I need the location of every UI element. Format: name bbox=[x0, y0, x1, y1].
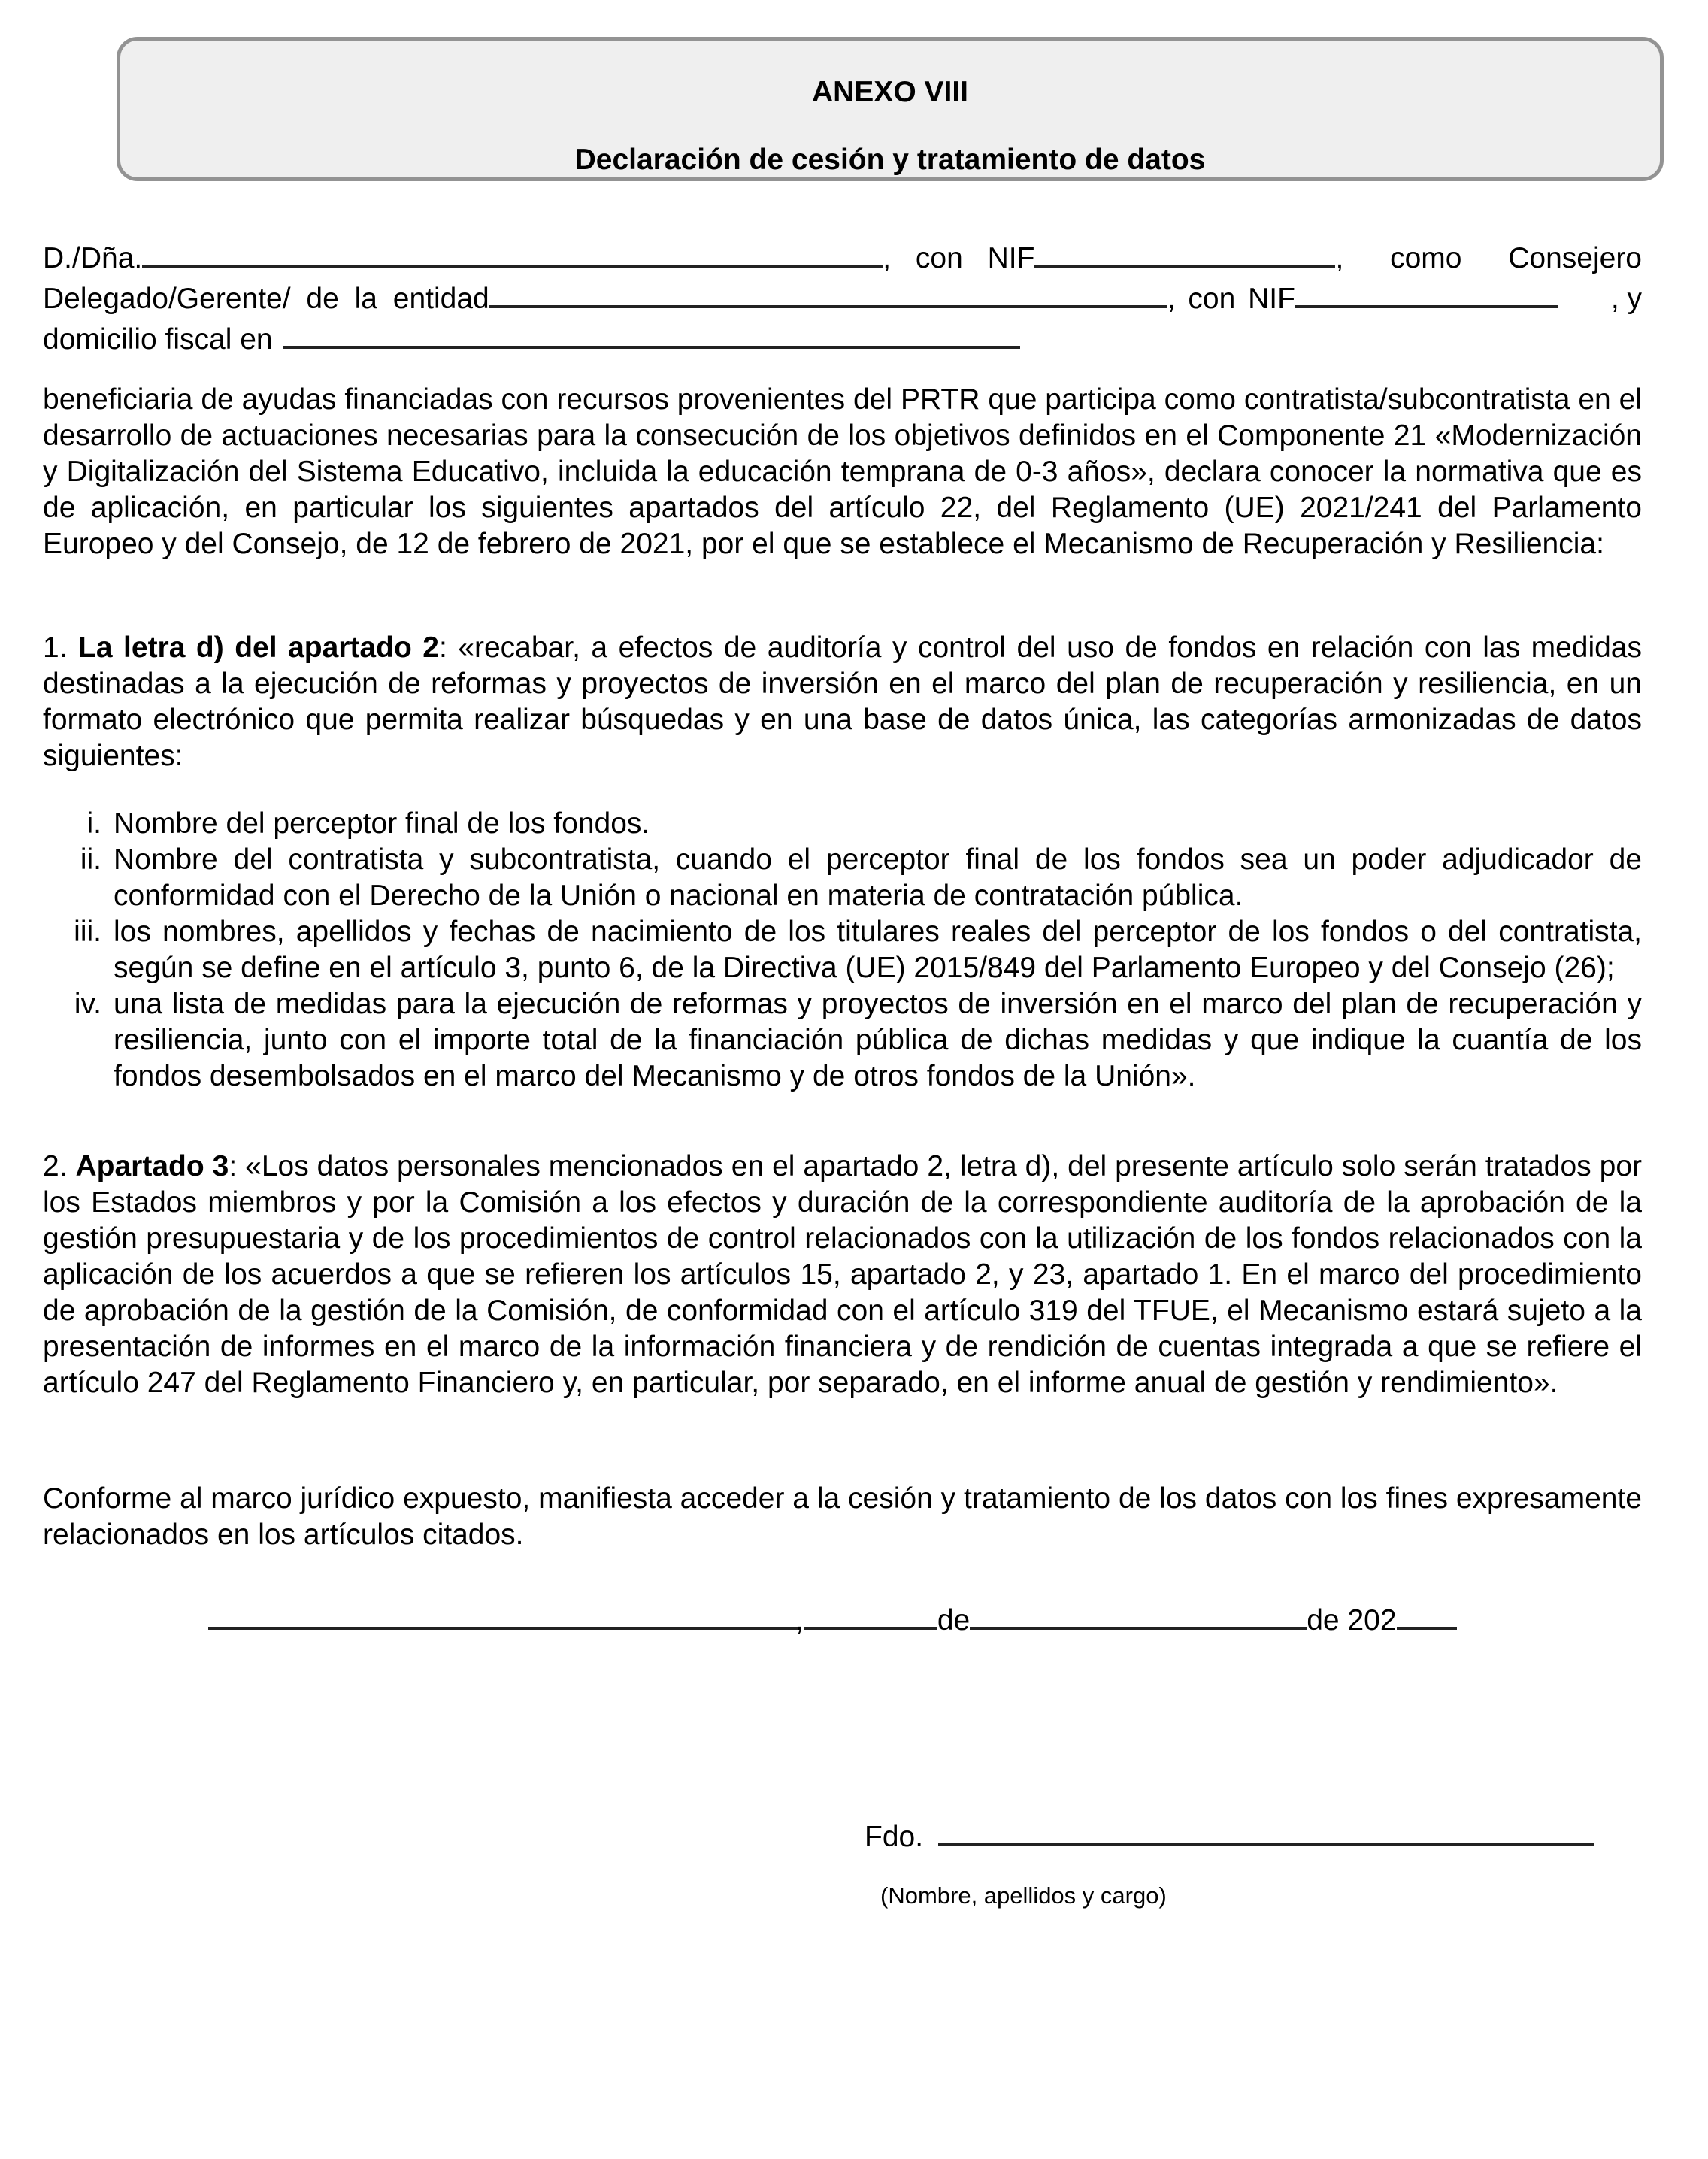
list-item-text: Nombre del contratista y subcontratista, cuando el perceptor final de los fondos sea un poder adjudicador de conformidad con el Derecho de la Unión o nacional en materia de contratación pública. bbox=[114, 843, 1642, 912]
nif-entity-field[interactable] bbox=[1295, 280, 1558, 308]
closing-paragraph: Conforme al marco jurídico expuesto, manifiesta acceder a la cesión y tratamiento de los datos con los fines expresamente relacionados en los artículos citados. bbox=[43, 1482, 1642, 1551]
month-field[interactable] bbox=[970, 1601, 1307, 1630]
annex-header bbox=[117, 37, 1664, 181]
year-field[interactable] bbox=[1397, 1601, 1457, 1630]
annex-title: ANEXO VIII bbox=[811, 76, 969, 108]
nif-person-field[interactable] bbox=[1034, 239, 1335, 268]
name-field[interactable] bbox=[142, 239, 883, 268]
de-label-1: de bbox=[937, 1604, 971, 1637]
point-2-number: 2. bbox=[43, 1150, 68, 1182]
and-label: , y bbox=[1610, 283, 1642, 315]
entity-field[interactable] bbox=[489, 280, 1167, 308]
signature-caption: (Nombre, apellidos y cargo) bbox=[880, 1882, 1167, 1909]
list-item bbox=[43, 806, 1642, 842]
list-item-number: iv. bbox=[74, 988, 101, 1020]
place-field[interactable] bbox=[208, 1601, 798, 1630]
list-item-number: iii. bbox=[74, 916, 101, 948]
fiscal-address-field[interactable] bbox=[283, 320, 1020, 349]
point-2-heading: Apartado 3 bbox=[75, 1150, 229, 1182]
point-1-heading: La letra d) del apartado 2 bbox=[78, 631, 439, 664]
point-1-number: 1. bbox=[43, 631, 68, 664]
signature-label: Fdo. bbox=[865, 1821, 924, 1853]
annex-subtitle: Declaración de cesión y tratamiento de datos bbox=[574, 144, 1206, 176]
intro-line-3 bbox=[43, 320, 1642, 358]
intro-line-1 bbox=[43, 239, 1642, 277]
list-item bbox=[43, 914, 1642, 986]
intro-paragraph: beneficiaria de ayudas financiadas con recursos provenientes del PRTR que participa como contratista/subcontratista en el desarrollo de actuaciones necesarias para la consecución de los objetivos definidos en el Componente 21 «Modernización y Digitalización del Sistema Educativo, incluida la educación temprana de 0-3 años», declara conocer la normativa que es de aplicación, en particular los siguientes apartados del artículo 22, del Reglamento (UE) 2021/241 del Parlamento Europeo y del Consejo, de 12 de febrero de 2021, por el que se establece el Mecanismo de Recuperación y Resiliencia: bbox=[43, 383, 1642, 560]
signature-field[interactable] bbox=[938, 1818, 1594, 1846]
point-2-text: : «Los datos personales mencionados en el apartado 2, letra d), del presente artículo solo serán tratados por los Estados miembros y por la Comisión a los efectos y duración de la correspondiente auditoría de la aprobación de la gestión presupuestaria y de los procedimientos de control relacionados con la utilización de los fondos relacionados con la aplicación de los acuerdos a que se refieren los artículos 15, apartado 2, y 23, apartado 1. En el marco del procedimiento de aprobación de la gestión de la Comisión, de conformidad con el artículo 319 del TFUE, el Mecanismo estará sujeto a la presentación de informes en el marco de la información financiera y de rendición de cuentas integrada a que se refiere el artículo 247 del Reglamento Financiero y, en particular, por separado, en el informe anual de gestión y rendimiento». bbox=[43, 1150, 1643, 1399]
de-label-2: de 202 bbox=[1307, 1604, 1397, 1637]
list-item-text: Nombre del perceptor final de los fondos. bbox=[114, 807, 650, 840]
list-item-number: ii. bbox=[80, 843, 101, 876]
list-item-number: i. bbox=[86, 807, 101, 840]
point-1-text: : «recabar, a efectos de auditoría y control del uso de fondos en relación con las medidas destinadas a la ejecución de reformas y proyectos de inversión en el marco del plan de recuperación y resiliencia, en un formato electrónico que permita realizar búsquedas y en una base de datos única, las categorías armonizadas de datos siguientes: bbox=[43, 631, 1643, 772]
entity-label: Delegado/Gerente/ de la entidad bbox=[43, 283, 489, 315]
point-1-paragraph bbox=[43, 630, 1642, 774]
intro-line-2 bbox=[43, 280, 1642, 317]
date-comma: , bbox=[795, 1604, 804, 1637]
data-categories-list bbox=[43, 806, 1642, 1095]
dna-label: D./Dña. bbox=[43, 242, 143, 274]
date-line bbox=[208, 1601, 1501, 1639]
list-item-text: los nombres, apellidos y fechas de nacimiento de los titulares reales del perceptor de los fondos o del contratista, según se define en el artículo 3, punto 6, de la Directiva (UE) 2015/849 del Parlamento Europeo y del Consejo (26); bbox=[114, 916, 1642, 984]
point-2-paragraph bbox=[43, 1149, 1642, 1401]
nif-label-2: , con NIF bbox=[1167, 283, 1295, 315]
role-label: , como Consejero bbox=[1335, 242, 1642, 274]
signature-line bbox=[865, 1818, 1654, 1855]
list-item bbox=[43, 842, 1642, 914]
list-item-text: una lista de medidas para la ejecución de reformas y proyectos de inversión en el marco del plan de recuperación y resiliencia, junto con el importe total de la financiación pública de dichas medidas y que indique la cuantía de los fondos desembolsados en el marco del Mecanismo y de otros fondos de la Unión». bbox=[114, 988, 1642, 1092]
day-field[interactable] bbox=[804, 1601, 937, 1630]
fiscal-address-label: domicilio fiscal en bbox=[43, 323, 273, 356]
nif-label-1: , con NIF bbox=[883, 242, 1035, 274]
list-item bbox=[43, 986, 1642, 1095]
